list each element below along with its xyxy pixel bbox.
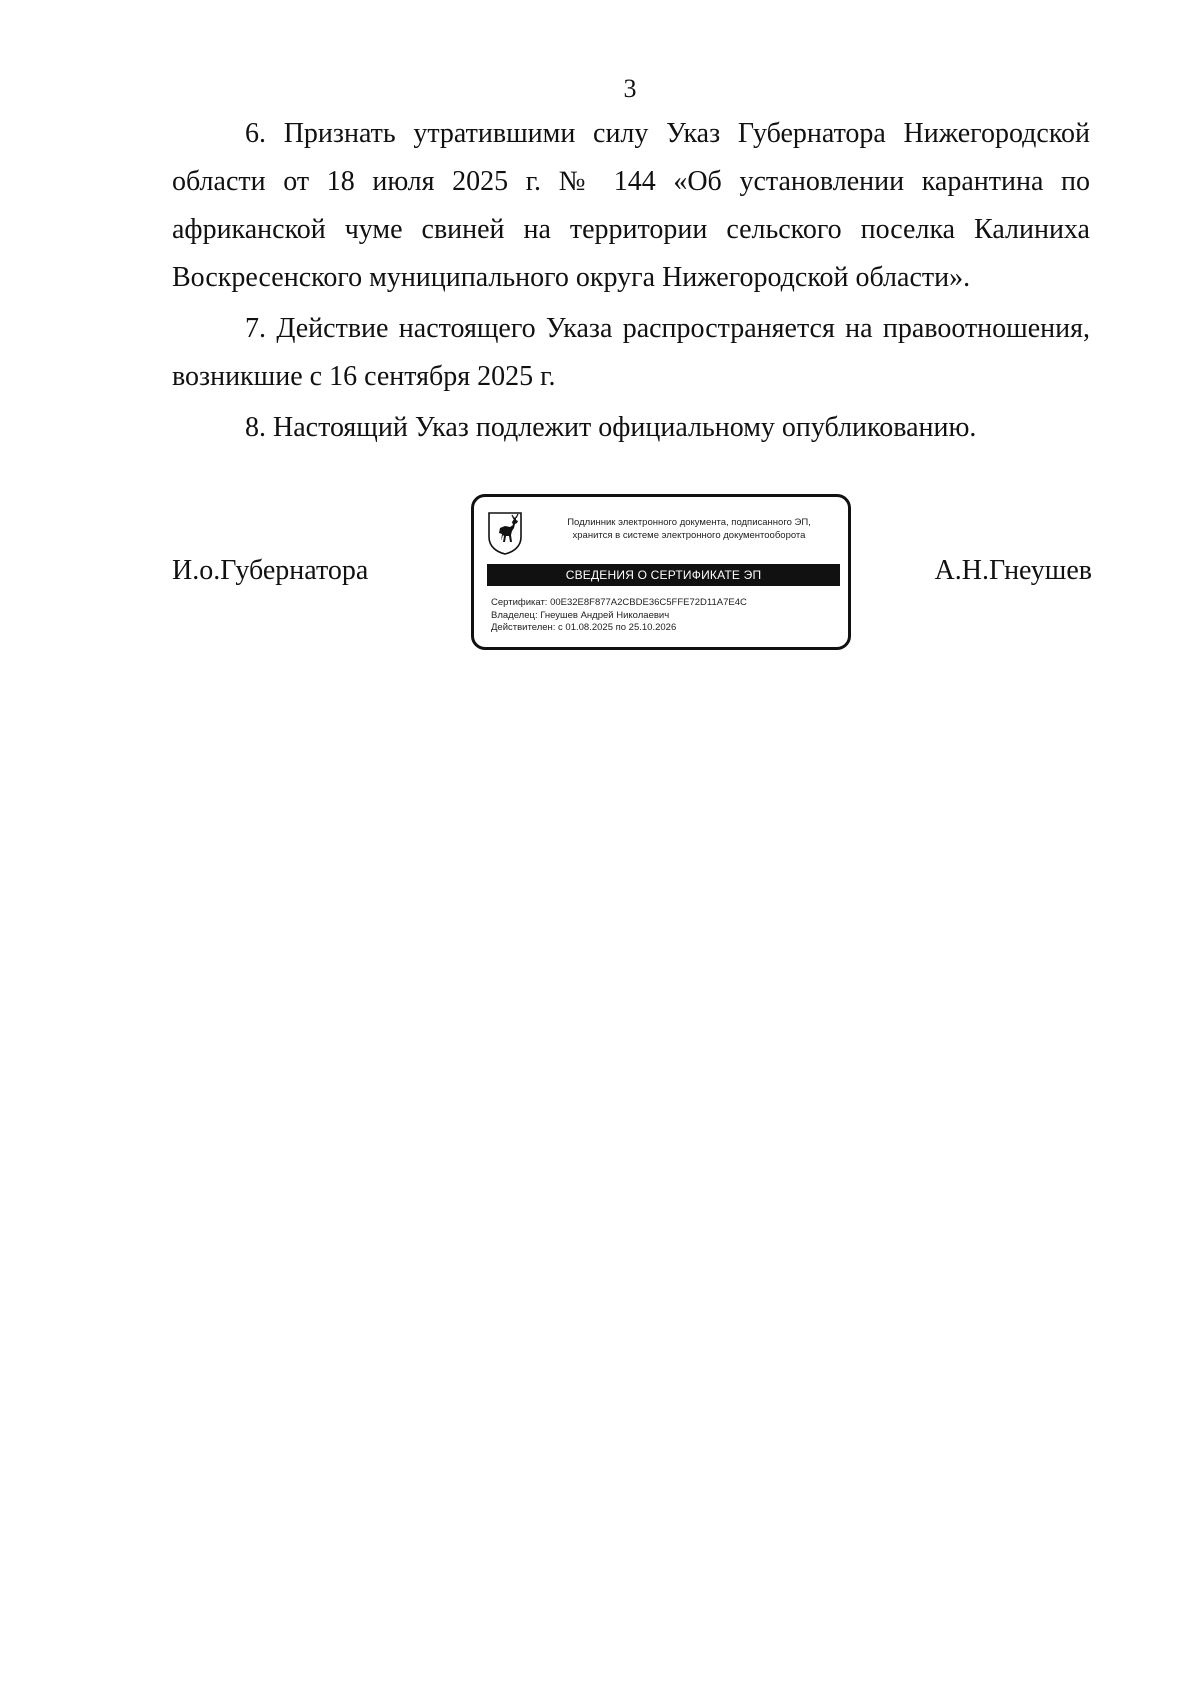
signatory-position: И.о.Губернатора xyxy=(172,555,369,586)
stamp-header-line-2: хранится в системе электронного документооборота xyxy=(572,530,806,541)
paragraph-7: 7. Действие настоящего Указа распространяется на правоотношения, возникшие с 16 сентября 2025 г. xyxy=(172,313,1090,392)
stamp-header-line-1: Подлинник электронного документа, подписанного ЭП, xyxy=(567,517,811,528)
coat-of-arms-icon xyxy=(487,511,523,555)
paragraph-6: 6. Признать утратившими силу Указ Губернатора Нижегородской области от 18 июля 2025 г. № 144 «Об установлении карантина по африканской чуме свиней на территории сельского поселка Калиниха Воскресенского муниципального округа Нижегородской области». xyxy=(172,118,1090,293)
stamp-title-band: СВЕДЕНИЯ О СЕРТИФИКАТЕ ЭП xyxy=(487,564,840,586)
stamp-header xyxy=(536,516,842,542)
paragraph-8: 8. Настоящий Указ подлежит официальному опубликованию. xyxy=(245,412,977,443)
stamp-certificate-number: Сертификат: 00E32E8F877A2CBDE36C5FFE72D11A7E4C xyxy=(491,597,747,608)
signatory-name: А.Н.Гнеушев xyxy=(934,555,1092,586)
stamp-certificate-details xyxy=(491,597,841,635)
page-number: 3 xyxy=(623,74,637,103)
document-body xyxy=(172,110,1090,452)
stamp-validity: Действителен: с 01.08.2025 по 25.10.2026 xyxy=(491,622,677,633)
stamp-owner: Владелец: Гнеушев Андрей Николаевич xyxy=(491,609,670,621)
electronic-signature-stamp xyxy=(471,494,851,650)
